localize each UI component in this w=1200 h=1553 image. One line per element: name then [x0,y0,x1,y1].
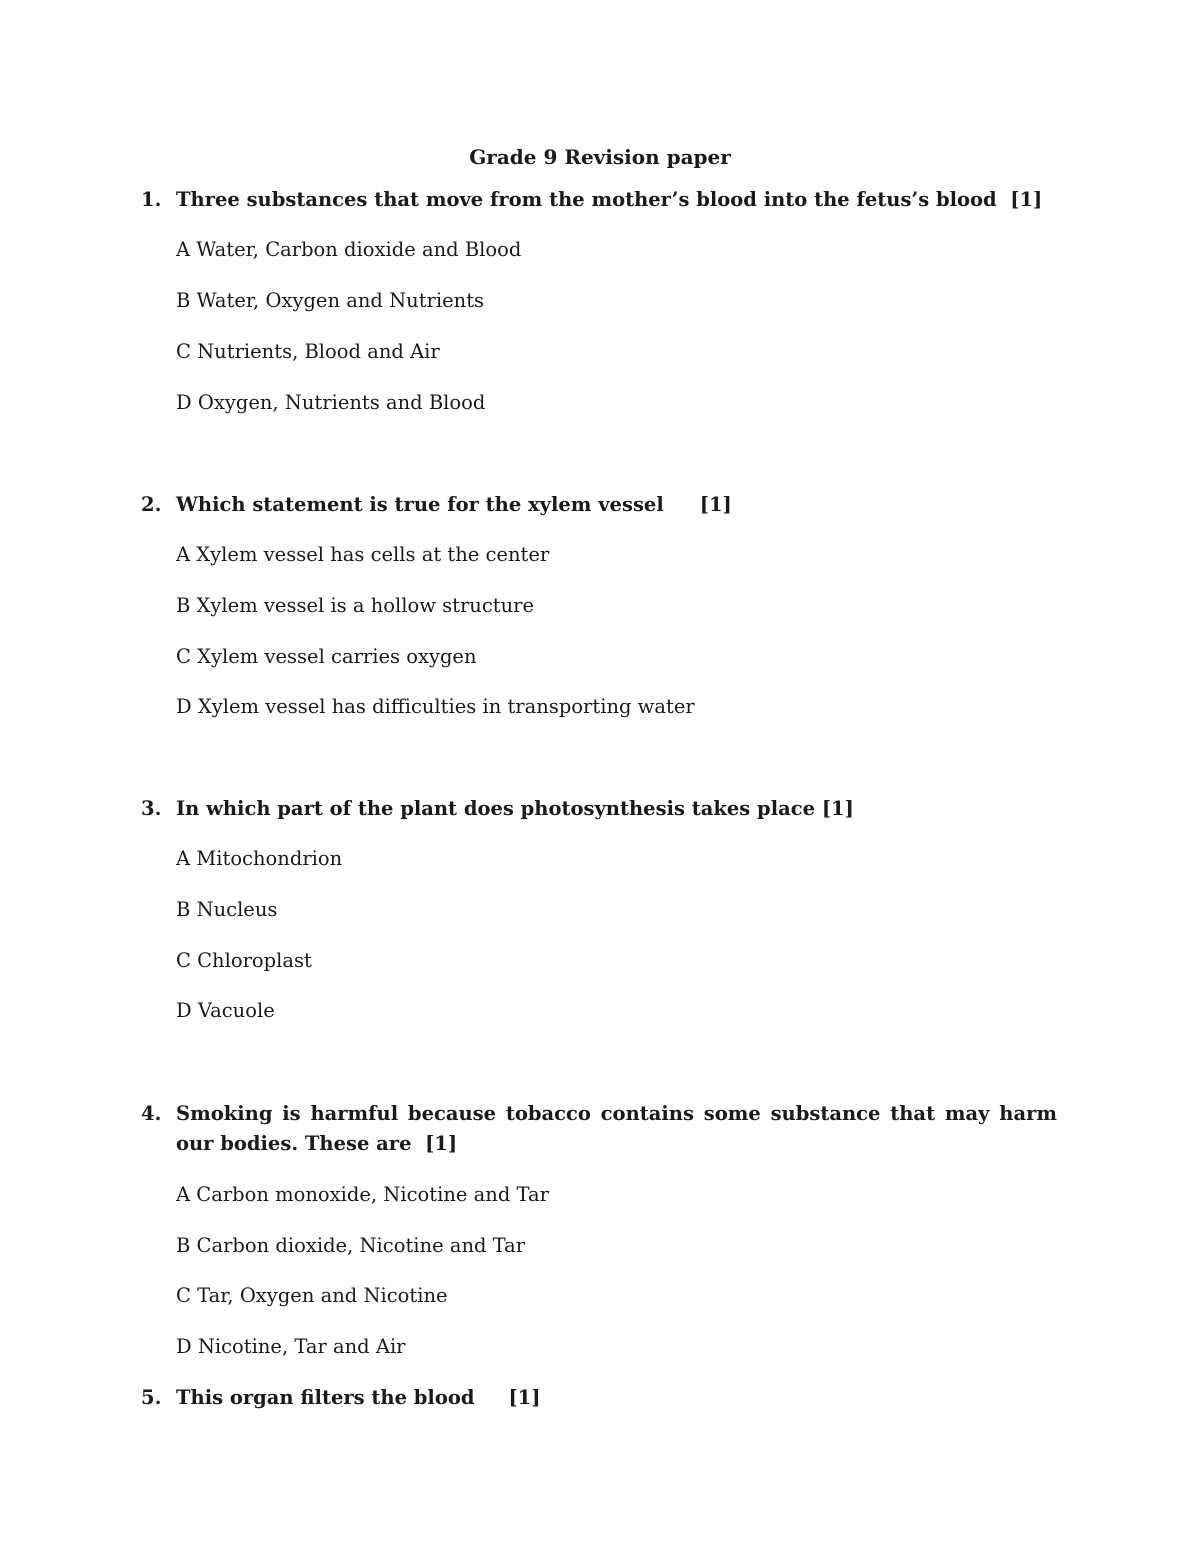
option-4c: C Tar, Oxygen and Nicotine [176,1284,448,1307]
page-title: Grade 9 Revision paper [469,145,731,169]
option-4a: A Carbon monoxide, Nicotine and Tar [176,1183,549,1206]
question-text: Smoking is harmful because tobacco contains some substance that may harm our bodies. These are [1] [176,1102,1057,1155]
option-4d: D Nicotine, Tar and Air [176,1335,406,1358]
question-4 [141,1099,1057,1159]
question-number: 2. [141,493,162,516]
question-text: Which statement is true for the xylem vessel [1] [176,493,732,516]
question-marks: [1] [1010,188,1043,211]
option-2c: C Xylem vessel carries oxygen [176,645,477,668]
question-3 [141,794,1057,824]
question-marks: [1] [821,797,854,820]
question-5 [141,1383,1057,1413]
option-1b: B Water, Oxygen and Nutrients [176,289,485,312]
option-2b: B Xylem vessel is a hollow structure [176,594,535,617]
option-1d: D Oxygen, Nutrients and Blood [176,391,486,414]
option-3c: C Chloroplast [176,949,312,972]
question-text: This organ filters the blood [1] [176,1386,541,1409]
option-3d: D Vacuole [176,999,275,1022]
question-2 [141,490,1057,520]
option-2a: A Xylem vessel has cells at the center [176,543,550,566]
option-2d: D Xylem vessel has difficulties in transporting water [176,695,695,718]
option-1c: C Nutrients, Blood and Air [176,340,440,363]
question-text: In which part of the plant does photosynthesis takes place [1] [176,797,854,820]
question-marks: [1] [699,493,732,516]
question-number: 4. [141,1102,162,1125]
question-1 [141,185,1057,215]
question-number: 5. [141,1386,162,1409]
option-4b: B Carbon dioxide, Nicotine and Tar [176,1234,526,1257]
question-marks: [1] [425,1132,458,1155]
option-1a: A Water, Carbon dioxide and Blood [176,238,522,261]
question-number: 3. [141,797,162,820]
question-text: Three substances that move from the mother’s blood into the fetus’s blood [1] [176,188,1043,211]
question-marks: [1] [508,1386,541,1409]
option-3a: A Mitochondrion [176,847,343,870]
question-number: 1. [141,188,162,211]
option-3b: B Nucleus [176,898,278,921]
